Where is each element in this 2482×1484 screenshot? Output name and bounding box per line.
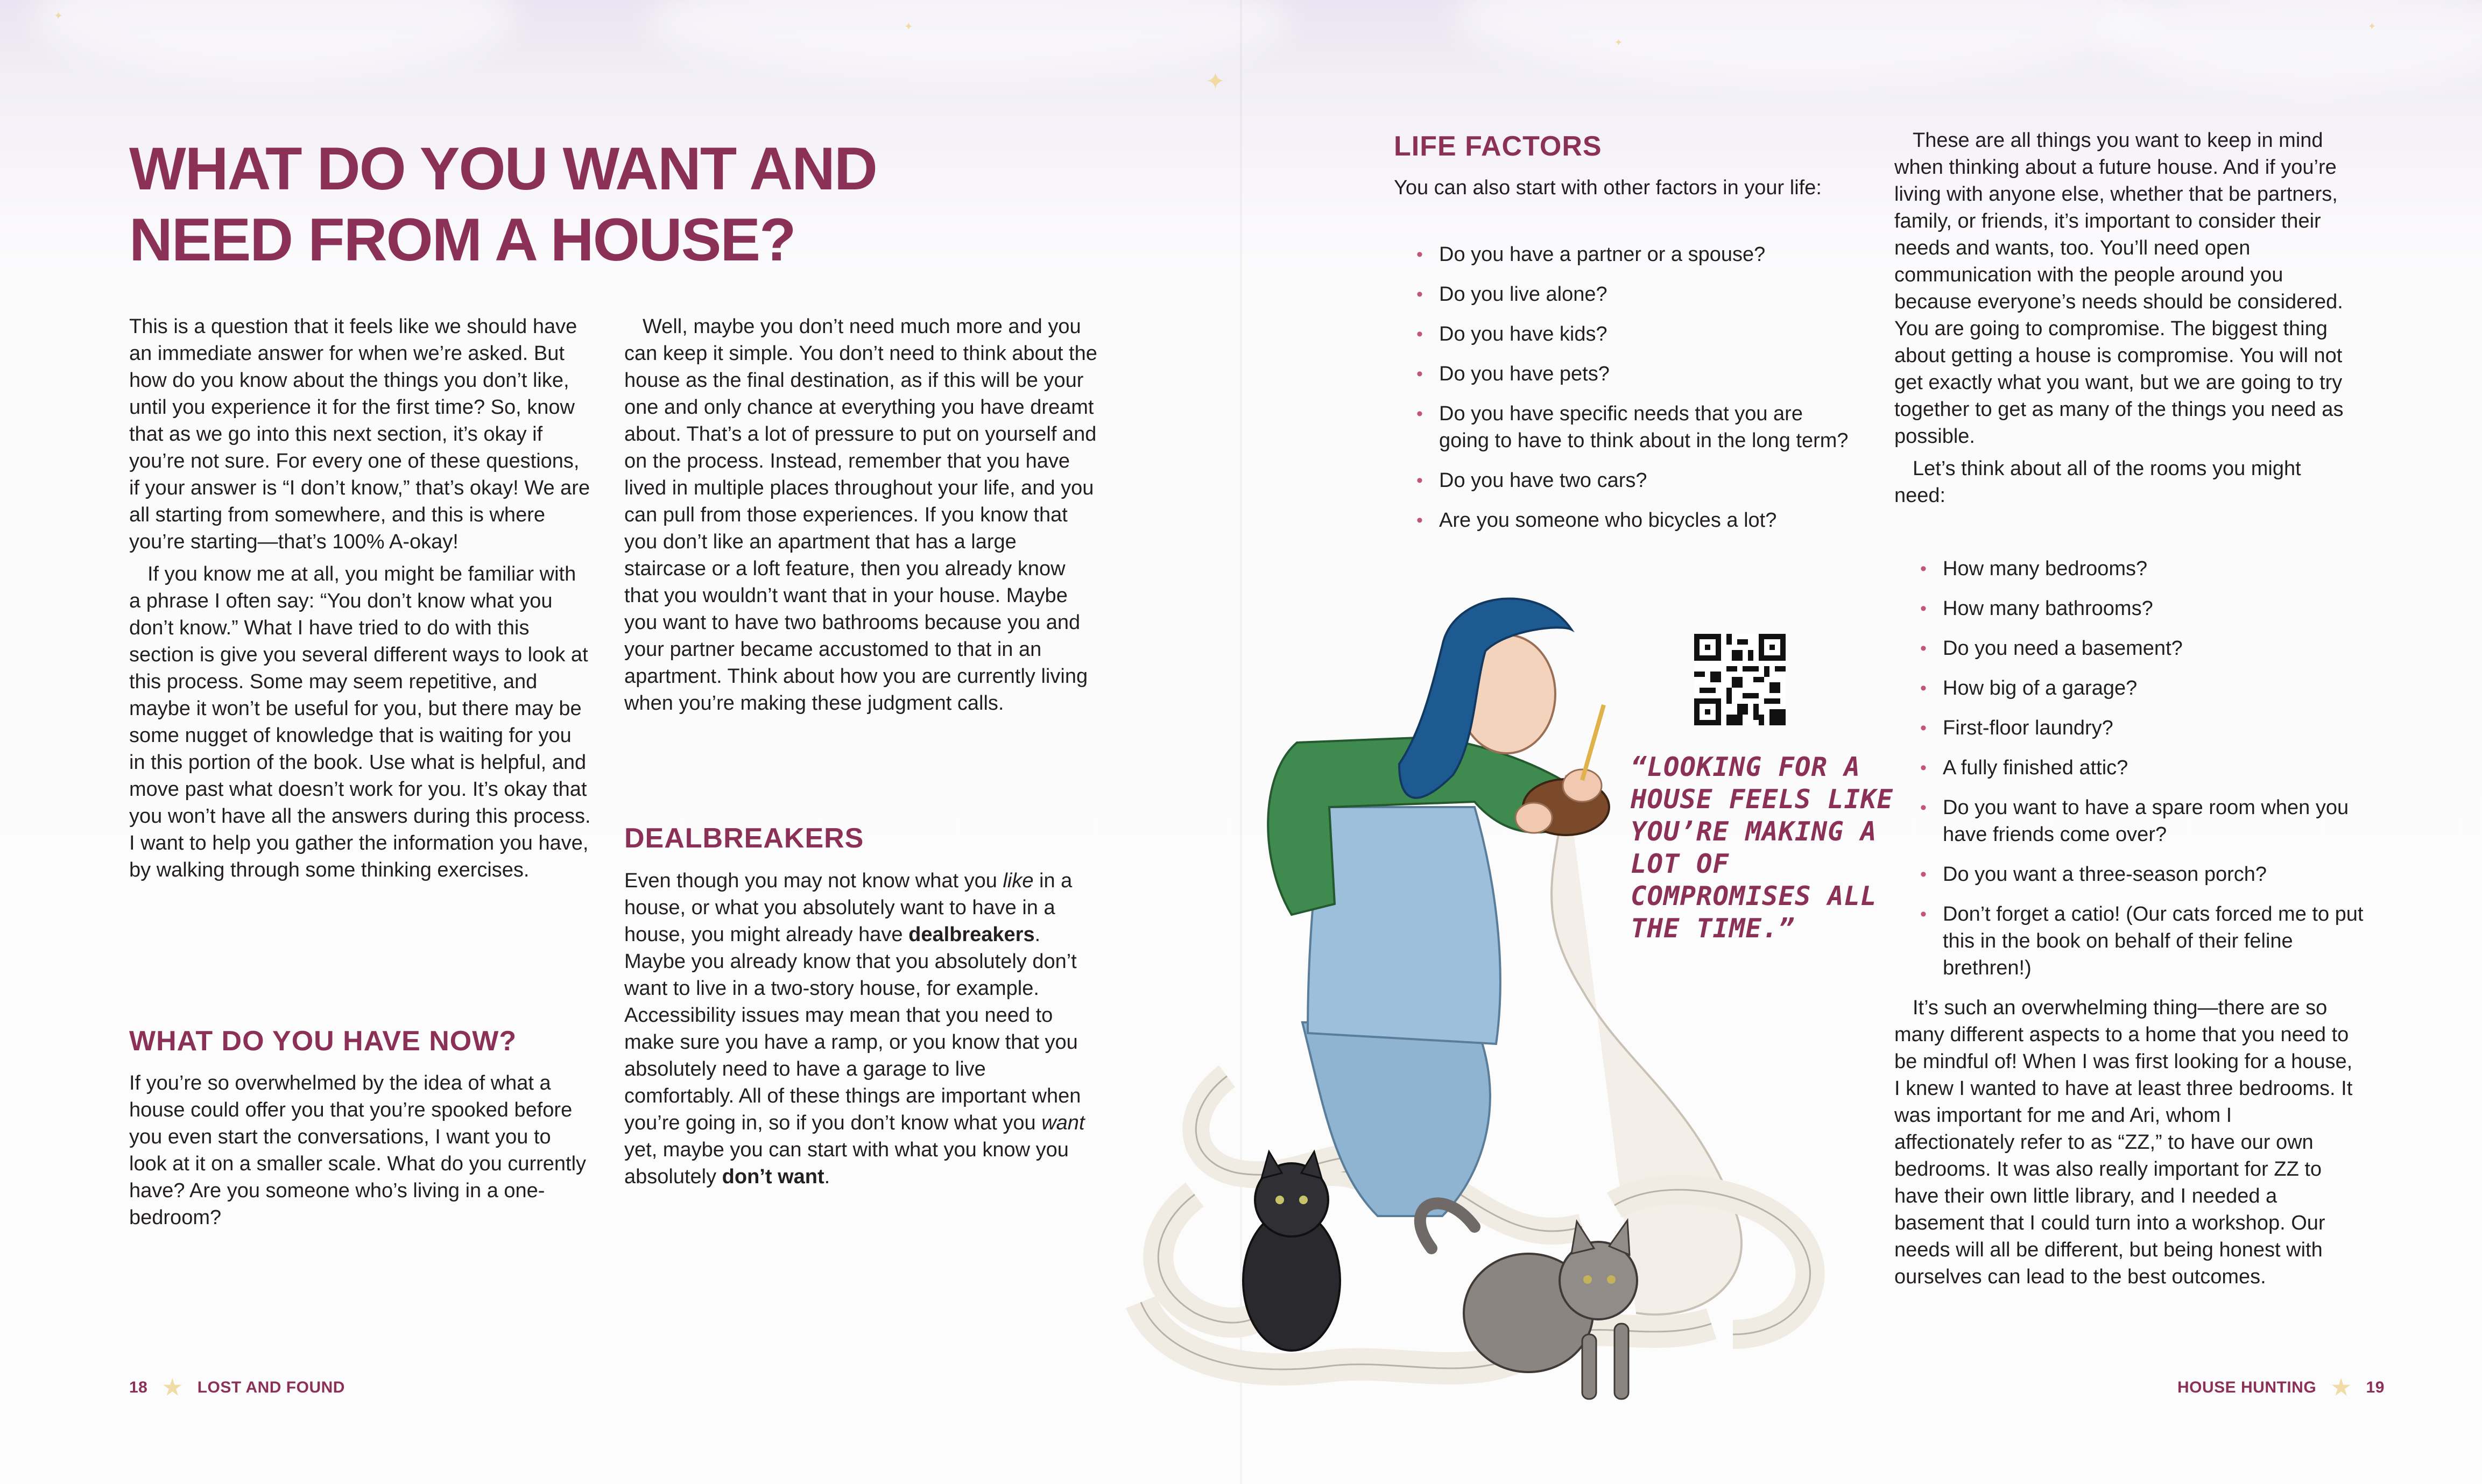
column-4 <box>1894 127 2357 514</box>
list-item-text: Do you have kids? <box>1439 323 1607 345</box>
bullet-dot-icon: • <box>1920 678 1927 698</box>
list-item <box>1919 861 2366 888</box>
section-heading-have-now: WHAT DO YOU HAVE NOW? <box>129 1026 517 1057</box>
list-item-text: A fully finished attic? <box>1943 757 2128 779</box>
list-item-text: Do you have two cars? <box>1439 469 1647 492</box>
qr-code-icon[interactable] <box>1694 634 1786 725</box>
list-item <box>1919 675 2366 702</box>
list-item-text: First-floor laundry? <box>1943 717 2113 739</box>
list-item-text: Do you live alone? <box>1439 283 1607 306</box>
bullet-dot-icon: • <box>1920 559 1927 579</box>
pull-quote: “LOOKING FOR A HOUSE FEELS LIKE YOU’RE MAKING A LOT OF COMPROMISES ALL THE TIME.” <box>1631 752 1894 944</box>
list-item-text: Do you need a basement? <box>1943 637 2183 660</box>
star-icon: ✦ <box>2368 21 2377 32</box>
list-item-text: Do you have specific needs that you are going to have to think about in the long term? <box>1439 402 1849 452</box>
bold-term: don’t want <box>722 1165 824 1188</box>
bullet-dot-icon: • <box>1920 638 1927 659</box>
paragraph: Let’s think about all of the rooms you might need: <box>1894 457 2301 507</box>
text-run: yet, maybe you can start with what you know you absolutely <box>624 1139 1069 1188</box>
bullet-dot-icon: • <box>1416 470 1423 491</box>
list-item <box>1919 794 2366 848</box>
list-item <box>1415 241 1857 268</box>
person-overalls <box>1308 807 1500 1044</box>
folio-right <box>2177 1375 2385 1400</box>
bullet-dot-icon: • <box>1416 284 1423 305</box>
bullet-dot-icon: • <box>1416 324 1423 344</box>
list-item <box>1919 901 2366 981</box>
bullet-dot-icon: • <box>1920 797 1927 818</box>
page-number: 18 <box>129 1379 148 1396</box>
running-head: HOUSE HUNTING <box>2177 1379 2317 1396</box>
list-item <box>1919 715 2366 741</box>
list-item <box>1415 507 1857 534</box>
list-item-text: How many bathrooms? <box>1943 597 2153 620</box>
list-item-text: How many bedrooms? <box>1943 557 2148 580</box>
list-item-text: Are you someone who bicycles a lot? <box>1439 509 1777 532</box>
sky-cloud <box>32 0 517 75</box>
text-run: in a house, or what you absolutely want to have in a house, you might already have <box>624 870 1073 946</box>
person-legs <box>1302 1022 1490 1216</box>
bullet-dot-icon: • <box>1920 598 1927 619</box>
text-run: . Maybe you already know that you absolutely don’t want to live in a two-story house, for example. Accessibility issues may mean that you need to make sure you have a ramp, or you know that you absolutely need to have a garage to live comfortably. All of these things are important when you’re going in, so if you don’t know what you <box>624 923 1081 1134</box>
star-icon: ✦ <box>54 10 63 22</box>
section-heading-dealbreakers: DEALBREAKERS <box>624 823 864 854</box>
list-item <box>1919 555 2366 582</box>
dealbreakers-text <box>624 867 1098 1196</box>
page-number: 19 <box>2366 1379 2385 1396</box>
list-item <box>1415 321 1857 348</box>
emphasis: like <box>1003 870 1034 892</box>
paragraph <box>624 867 1098 1190</box>
paragraph: You can also start with other factors in your life: <box>1394 176 1822 199</box>
paragraph: Well, maybe you don’t need much more and you can keep it simple. You don’t need to think about the house as the final destination, as if this will be your one and only chance at everything you have dreamt about. That’s a lot of pressure to put on yourself and on the process. Instead, remember that you have lived in multiple places throughout your life, and you can pull from those experiences. If you know that you don’t like an apartment that has a large staircase or a loft feature, then you already know that you wouldn’t want that in your house. Maybe you want to have two bathrooms because you and your partner became accustomed to that in an apartment. Think about how you are currently living when you’re making these judgment calls. <box>624 315 1097 715</box>
list-item <box>1919 635 2366 662</box>
list-item-text: Do you have pets? <box>1439 363 1610 385</box>
life-factors-intro <box>1394 174 1857 207</box>
emphasis: want <box>1041 1112 1085 1134</box>
text-run: Even though you may not know what you <box>624 870 1003 892</box>
section-heading-life-factors: LIFE FACTORS <box>1394 131 1602 162</box>
page-title: WHAT DO YOU WANT AND NEED FROM A HOUSE? <box>129 135 877 273</box>
bullet-dot-icon: • <box>1920 758 1927 778</box>
star-icon: ★ <box>163 1376 182 1400</box>
paragraph: These are all things you want to keep in mind when thinking about a future house. And if you’re living with anyone else, whether that be partners, family, or friends, it’s important to consider their needs and wants, too. You’ll need open communication with the people around you because everyone’s needs should be considered. You are going to compromise. The biggest thing about getting a house is compromise. You will not get exactly what you want, but we are going to try together to get as many of the things you need as possible. <box>1894 129 2344 448</box>
life-factors-list <box>1415 241 1857 547</box>
sky-cloud <box>646 0 1292 75</box>
pencil <box>1582 705 1604 780</box>
rooms-list <box>1919 555 2366 994</box>
paragraph: If you know me at all, you might be familiar with a phrase I often say: “You don’t know what you don’t know.” What I have tried to do with this section is give you several different ways to look at this process. Some may seem repetitive, and maybe it won’t be useful for you, but there may be some nugget of knowledge that is waiting for you in this portion of the book. Use what is helpful, and move past what doesn’t work for you. It’s okay that you won’t have all the answers during this process. I want to help you gather the information you have, by walking through some thinking exercises. <box>129 563 591 881</box>
have-now-text <box>129 1070 592 1236</box>
intro-paragraph: This is a question that it feels like we should have an immediate answer for when we’re asked. But how do you know about the things you don’t like, until you experience it for the first time? So, know that as we go into this next section, it’s okay if you’re not sure. For every one of these questions, if your answer is “I don’t know,” that’s okay! We are all starting from somewhere, and this is where you’re starting—that’s 100% A-okay! <box>129 315 590 553</box>
list-item <box>1415 400 1857 454</box>
bullet-dot-icon: • <box>1416 404 1423 424</box>
bullet-dot-icon: • <box>1416 364 1423 384</box>
column-1 <box>129 313 592 889</box>
star-icon: ✦ <box>1205 68 1225 95</box>
bullet-dot-icon: • <box>1920 904 1927 924</box>
list-item-text: How big of a garage? <box>1943 677 2138 699</box>
bullet-dot-icon: • <box>1920 864 1927 885</box>
list-item-text: Don’t forget a catio! (Our cats forced me to put this in the book on behalf of their feline brethren!) <box>1943 903 2364 979</box>
column-2 <box>624 313 1098 722</box>
running-head: LOST AND FOUND <box>197 1379 345 1396</box>
list-item <box>1415 361 1857 387</box>
list-item <box>1919 754 2366 781</box>
bold-term: dealbreakers <box>908 923 1035 946</box>
star-icon: ✦ <box>904 21 913 33</box>
bullet-dot-icon: • <box>1920 718 1927 738</box>
sky-cloud <box>2099 0 2482 86</box>
text-run: . <box>824 1165 830 1188</box>
bullet-dot-icon: • <box>1416 244 1423 265</box>
paragraph: If you’re so overwhelmed by the idea of what a house could offer you that you’re spooked before you even start the conversations, I want you to look at it on a smaller scale. What do you currently have? Are you someone who’s living in a one-bedroom? <box>129 1072 587 1229</box>
sky-cloud <box>1453 0 2153 81</box>
bullet-dot-icon: • <box>1416 510 1423 531</box>
list-item-text: Do you want to have a spare room when you have friends come over? <box>1943 796 2349 846</box>
paragraph: It’s such an overwhelming thing—there are so many different aspects to a home that you need to be mindful of! When I was first looking for a house, I knew I wanted to have at least three bedrooms. It was important for me and Ari, whom I affectionately refer to as “ZZ,” to have our own bedrooms. It was also really important for ZZ to have their own little library, and I needed a basement that I could turn into a workshop. Our needs will all be different, but being honest with ourselves can lead to the best outcomes. <box>1894 997 2353 1288</box>
star-icon: ★ <box>2331 1376 2351 1400</box>
folio-left <box>129 1375 345 1400</box>
column-4-closing <box>1894 994 2357 1296</box>
list-item <box>1919 595 2366 622</box>
list-item <box>1415 281 1857 308</box>
list-item <box>1415 467 1857 494</box>
list-item-text: Do you want a three-season porch? <box>1943 863 2267 886</box>
hand <box>1515 803 1552 833</box>
star-icon: ✦ <box>1614 37 1623 48</box>
list-item-text: Do you have a partner or a spouse? <box>1439 243 1766 266</box>
